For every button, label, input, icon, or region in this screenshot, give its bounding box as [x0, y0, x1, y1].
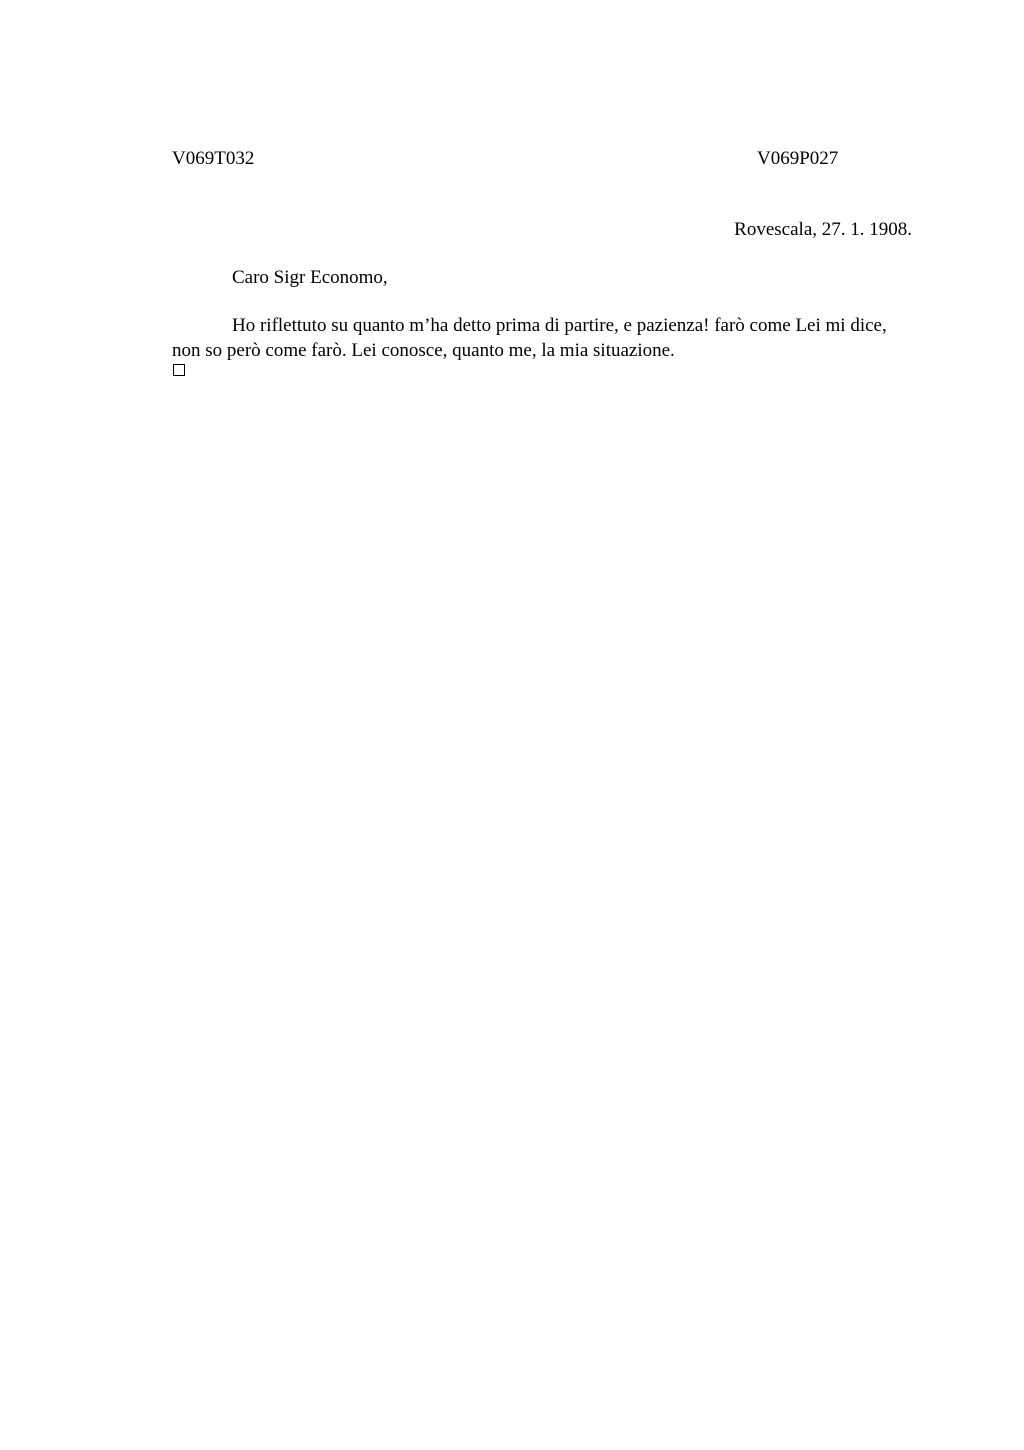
empty-square-icon — [173, 364, 185, 376]
letter-salutation: Caro Sigr Economo, — [232, 267, 388, 288]
reference-code-left: V069T032 — [172, 148, 255, 169]
letter-body-paragraph: Ho riflettuto su quanto m’ha detto prima di partire, e pazienza! farò come Lei mi dice, non so però come farò. Lei conosce, quanto me, la mia situazione. — [172, 315, 887, 361]
reference-code-right: V069P027 — [757, 148, 839, 169]
place-date-line: Rovescala, 27. 1. 1908. — [734, 219, 912, 240]
